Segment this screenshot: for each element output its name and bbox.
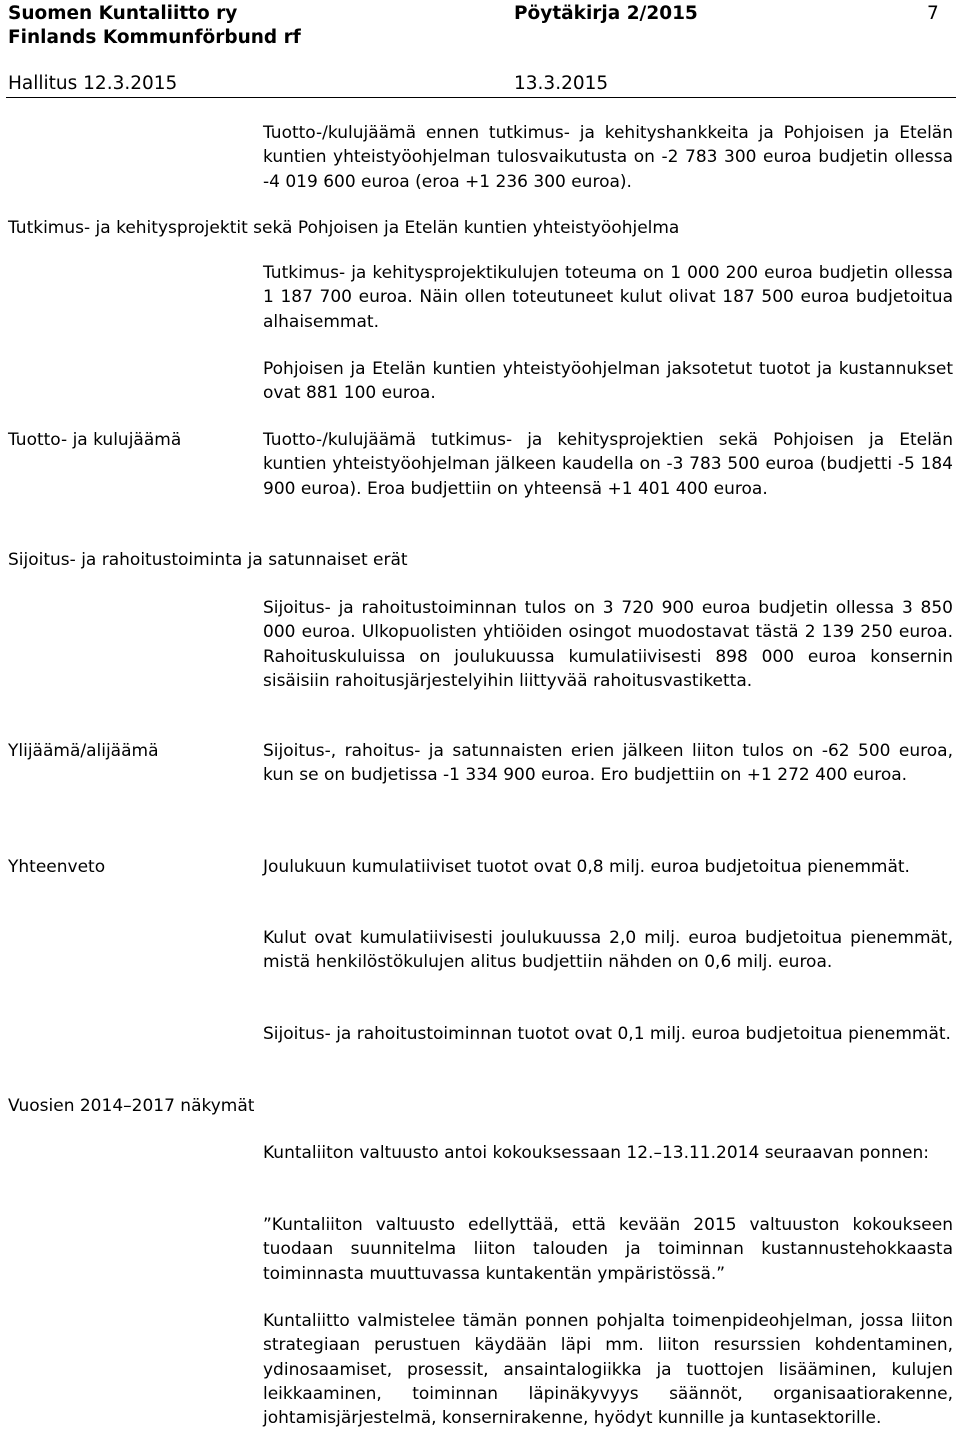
summary-label: Yhteenveto [8,857,106,877]
investment-paragraph: Sijoitus- ja rahoitustoiminnan tulos on 3 720 900 euroa budjetin ollessa 3 850 000 euroa. Ulkopuolisten yhtiöiden osingot muodostavat tästä 2 139 250 euroa. Rahoituskuluissa on joulukuussa kumulatiivisesti 898 000 euroa konsernin sisäisiin rahoitusjärjestelyihin liittyvää rahoitusvastiketta. [263,598,953,691]
summary-investment-paragraph: Sijoitus- ja rahoitustoiminnan tuotot ovat 0,1 milj. euroa budjetoitua pienemmät. [263,1024,951,1044]
cooperation-program-paragraph: Pohjoisen ja Etelän kuntien yhteistyöohjelman jaksotetut tuotot ja kustannukset ovat 881 100 euroa. [263,359,953,404]
org-name-sv: Finlands Kommunförbund rf [8,27,301,48]
meeting-date: 13.3.2015 [514,73,609,94]
council-quote: ”Kuntaliiton valtuusto edellyttää, että kevään 2015 valtuuston kokoukseen tuodaan suunnitelma liiton talouden ja toiminnan kustannustehokkaasta toiminnasta muuttuvassa kuntakentän ympäristössä.” [263,1215,953,1284]
result-paragraph: Tuotto-/kulujäämä tutkimus- ja kehitysprojektien sekä Pohjoisen ja Etelän kuntien yhteistyöohjelman jälkeen kaudella on -3 783 500 euroa (budjetti -5 184 900 euroa). Eroa budjettiin on yhteensä +1 401 400 euroa. [263,430,953,499]
rd-costs-paragraph: Tutkimus- ja kehitysprojektikulujen toteuma on 1 000 200 euroa budjetin ollessa 1 187 700 euroa. Näin ollen toteutuneet kulut olivat 187 500 euroa budjetoitua alhaisemmat. [263,263,953,332]
intro-paragraph: Tuotto-/kulujäämä ennen tutkimus- ja kehityshankkeita ja Pohjoisen ja Etelän kuntien yhteistyöohjelman tulosvaikutusta on -2 783 300 euroa budjetin ollessa -4 019 600 euroa (eroa +1 236 300 euroa). [263,123,953,192]
surplus-paragraph: Sijoitus-, rahoitus- ja satunnaisten erien jälkeen liiton tulos on -62 500 euroa, kun se on budjetissa -1 334 900 euroa. Ero budjettiin on +1 272 400 euroa. [263,741,953,786]
investment-heading: Sijoitus- ja rahoitustoiminta ja satunnaiset erät [8,550,408,570]
summary-costs-paragraph: Kulut ovat kumulatiivisesti joulukuussa 2,0 milj. euroa budjetoitua pienemmät, mistä henkilöstökulujen alitus budjettiin nähden on 0,6 milj. euroa. [263,928,953,973]
result-label: Tuotto- ja kulujäämä [8,430,182,450]
rd-heading: Tutkimus- ja kehitysprojektit sekä Pohjoisen ja Etelän kuntien yhteistyöohjelma [8,218,680,238]
page-number: 7 [927,3,939,24]
outlook-label: Vuosien 2014–2017 näkymät [8,1096,255,1116]
surplus-label: Ylijäämä/alijäämä [8,741,159,761]
outlook-paragraph: Kuntaliiton valtuusto antoi kokouksessaan 12.–13.11.2014 seuraavan ponnen: [263,1143,929,1163]
org-name-fi: Suomen Kuntaliitto ry [8,3,238,24]
action-plan-paragraph: Kuntaliitto valmistelee tämän ponnen pohjalta toimenpideohjelman, jossa liiton strategiaan perustuen käydään läpi mm. liiton resurssien kohdentaminen, ydinosaamiset, prosessit, ansaintalogiikka ja tuottojen lisääminen, kulujen leikkaaminen, toiminnan läpinäkyvyys säännöt, organisaatiorakenne, johtamisjärjestelmä, konsernirakenne, hyödyt kunnille ja kuntasektorille. [263,1311,953,1429]
header-divider [6,97,956,98]
document-title: Pöytäkirja 2/2015 [514,3,698,24]
board-meeting-label: Hallitus 12.3.2015 [8,73,178,94]
summary-income-paragraph: Joulukuun kumulatiiviset tuotot ovat 0,8 milj. euroa budjetoitua pienemmät. [263,857,910,877]
